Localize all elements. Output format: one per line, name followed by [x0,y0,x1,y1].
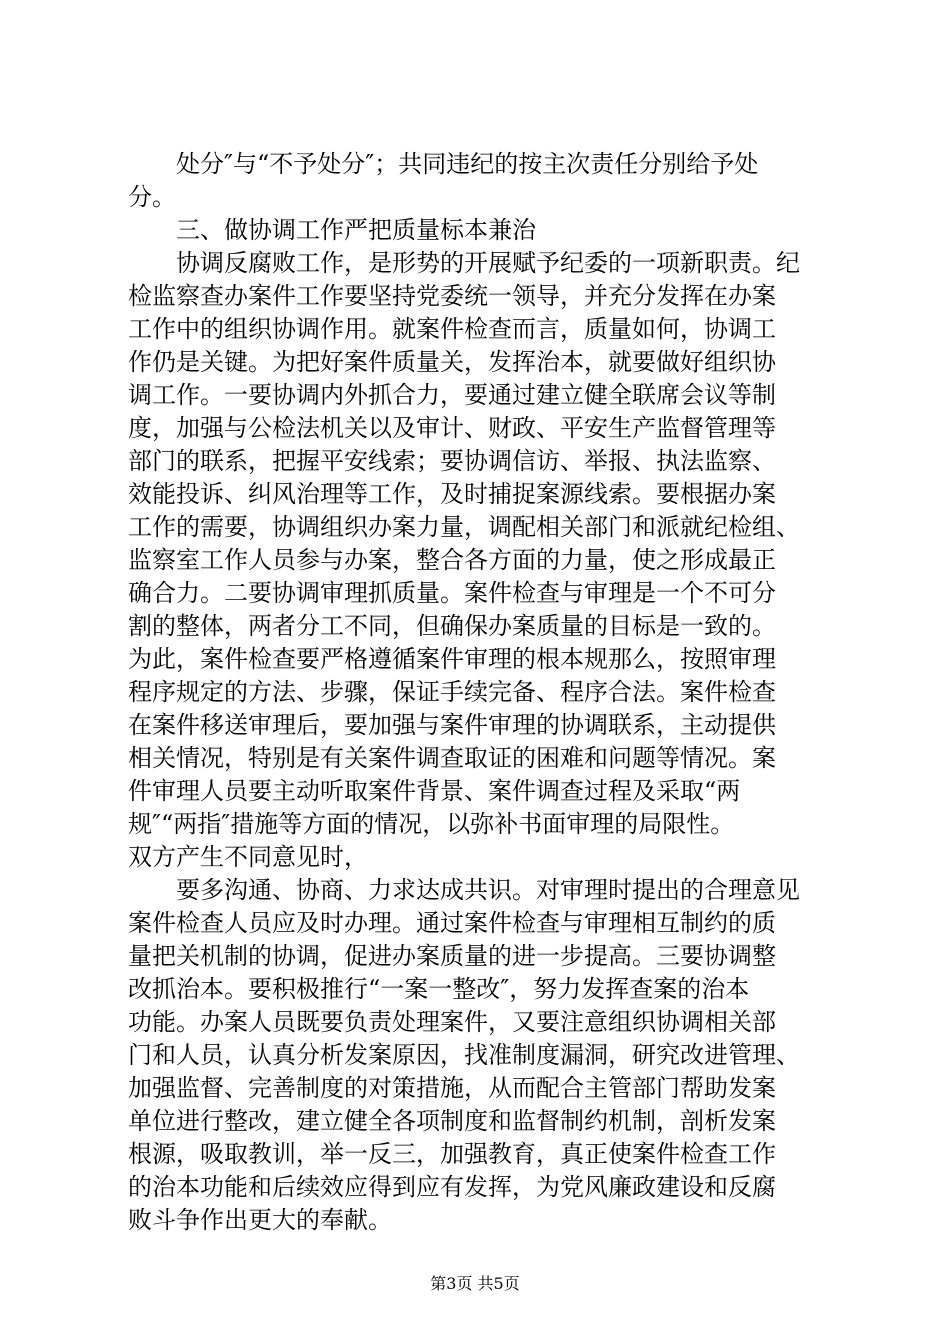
text-line: 加强监督、完善制度的对策措施，从而配合主管部门帮助发案 [128,1074,776,1102]
text-line: 量把关机制的协调，促进办案质量的进一步提高。三要协调整 [128,942,776,970]
text-line: 双方产生不同意见时， [128,843,368,871]
text-line: 部门的联系，把握平安线索；要协调信访、举报、执法监察、 [128,447,776,475]
text-line: 监察室工作人员参与办案，整合各方面的力量，使之形成最正 [128,546,776,574]
text-line: 确合力。二要协调审理抓质量。案件检查与审理是一个不可分 [128,579,776,607]
text-line: 根源，吸取教训，举一反三，加强教育，真正使案件检查工作 [128,1140,776,1168]
text-line: 三、做协调工作严把质量标本兼治 [176,216,536,244]
text-line: 相关情况，特别是有关案件调查取证的困难和问题等情况。案 [128,744,776,772]
text-line: 协调反腐败工作，是形势的开展赋予纪委的一项新职责。纪 [176,249,800,277]
text-line: 效能投诉、纠风治理等工作，及时捕捉案源线索。要根据办案 [128,480,776,508]
text-line: 为此，案件检查要严格遵循案件审理的根本规那么，按照审理 [128,645,776,673]
text-line: 在案件移送审理后，要加强与案件审理的协调联系，主动提供 [128,711,776,739]
text-line: 功能。办案人员既要负责处理案件，又要注意组织协调相关部 [128,1008,776,1036]
text-line: 割的整体，两者分工不同，但确保办案质量的目标是一致的。 [128,612,776,640]
text-line: 检监察查办案件工作要坚持党委统一领导，并充分发挥在办案 [128,282,776,310]
text-line: 度，加强与公检法机关以及审计、财政、平安生产监督管理等 [128,414,776,442]
text-line: 案件检查人员应及时办理。通过案件检查与审理相互制约的质 [128,909,776,937]
text-line: 改抓治本。要积极推行“一案一整改″，努力发挥查案的治本 [128,975,750,1003]
text-line: 规″“两指″措施等方面的情况，以弥补书面审理的局限性。 [128,810,735,838]
text-line: 要多沟通、协商、力求达成共识。对审理时提出的合理意见 [176,876,800,904]
text-line: 程序规定的方法、步骤，保证手续完备、程序合法。案件检查 [128,678,776,706]
text-line: 单位进行整改，建立健全各项制度和监督制约机制，剖析发案 [128,1107,776,1135]
text-line: 门和人员，认真分析发案原因，找准制度漏洞，研究改进管理、 [128,1041,800,1069]
text-line: 工作的需要，协调组织办案力量，调配相关部门和派就纪检组、 [128,513,800,541]
document-body [128,148,844,1237]
text-line: 调工作。一要协调内外抓合力，要通过建立健全联席会议等制 [128,381,776,409]
text-line: 处分″与“不予处分″；共同违纪的按主次责任分别给予处 [176,150,759,178]
page-footer: 第3页 共5页 [430,1274,520,1293]
text-line: 作仍是关键。为把好案件质量关，发挥治本，就要做好组织协 [128,348,776,376]
text-line: 工作中的组织协调作用。就案件检查而言，质量如何，协调工 [128,315,776,343]
text-line: 的治本功能和后续效应得到应有发挥，为党风廉政建设和反腐 [128,1173,776,1201]
text-line: 件审理人员要主动听取案件背景、案件调查过程及采取“两 [128,777,741,805]
text-line: 分。 [128,183,176,211]
text-line: 败斗争作出更大的奉献。 [128,1206,392,1234]
